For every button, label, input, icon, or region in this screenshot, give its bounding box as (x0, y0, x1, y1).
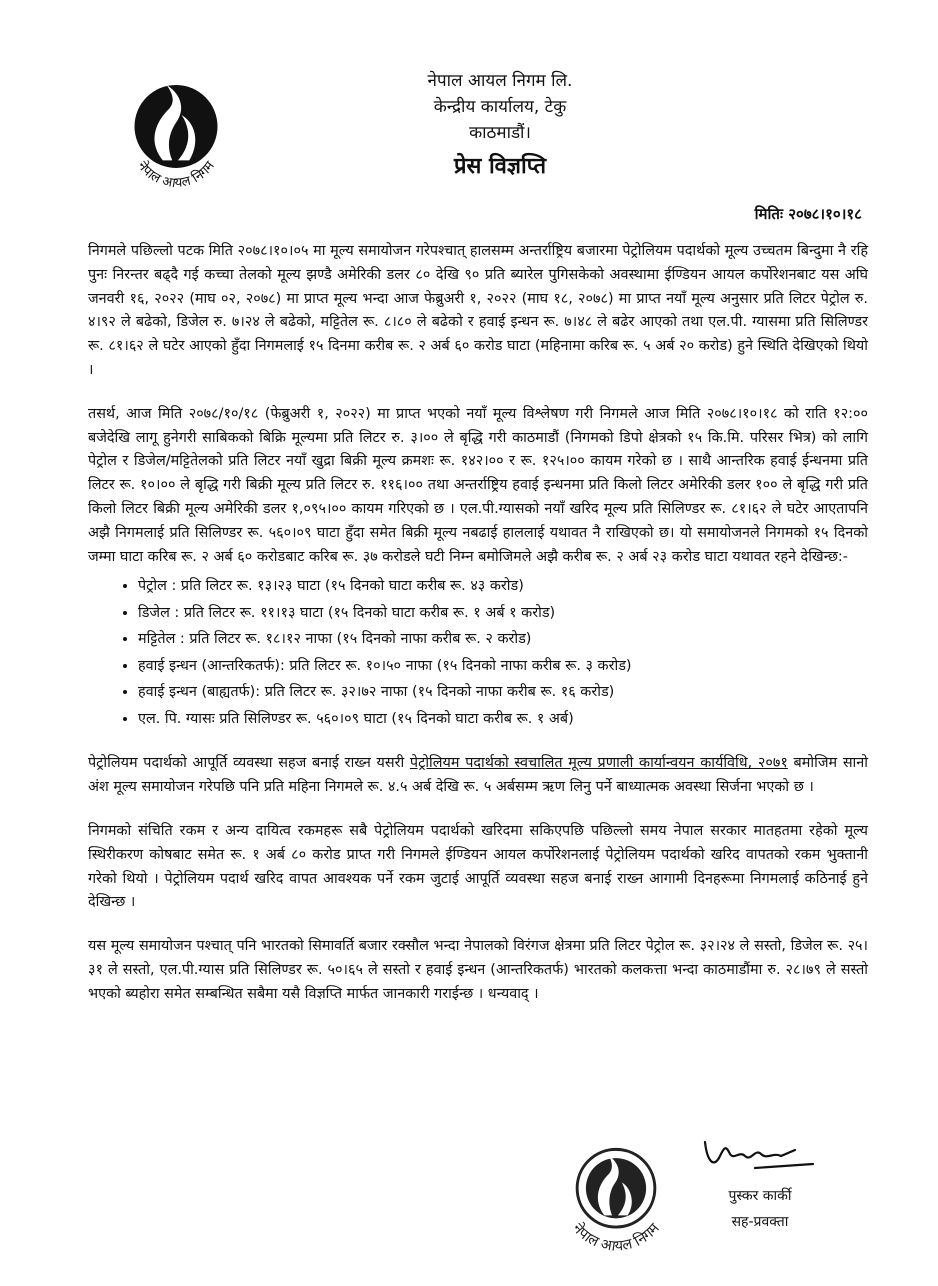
list-item: • एल. पि. ग्यासः प्रति सिलिण्डर रू. ५६०।०९ घाटा (१५ दिनको घाटा करीब रू. १ अर्ब) (138, 706, 868, 733)
logo-arc-text: नेपाल आयल निगम (134, 158, 218, 192)
list-item: • हवाई इन्धन (बाह्यतर्फ): प्रति लिटर रू. ३२।७२ नाफा (१५ दिनको नाफा करीब रू. १६ करोड) (138, 679, 868, 706)
paragraph-1: निगमले पछिल्लो पटक मिति २०७८।१०।०५ मा मूल्य समायोजन गरेपश्चात् हालसम्म अन्तर्राष्ट्रिय बजारमा पेट्रोलियम पदार्थको मूल्य उच्चतम बिन्दुमा नै रहि पुनः निरन्तर बढ्दै गई कच्चा तेलको मूल्य झण्डै अमेरिकी डलर ८० देखि ९० प्रति ब्यारेल पुगिसकेको अवस्थामा ईण्डियन आयल कर्पोरेशनबाट यस अघि जनवरी १६, २०२२ (माघ ०२, २०७८) मा प्राप्त मूल्य भन्दा आज फेब्रुअरी १, २०२२ (माघ १८, २०७८) मा प्राप्त नयाँ मूल्य अनुसार प्रति लिटर पेट्रोल रु. ४।९२ ले बढेको, डिजेल रु. ७।२४ ले बढेको, मट्टितेल रू. ८।८० ले बढेको र हवाई इन्धन रू. ७।४८ ले बढेर आएको तथा एल.पी. ग्यासमा प्रति सिलिण्डर रू. ८१।६२ ले घटेर आएको हुँदा निगमलाई १५ दिनमा करीब रू. २ अर्ब ६० करोड घाटा (महिनामा करिब रू. ५ अर्ब २० करोड) हुने स्थिति देखिएको थियो । (88, 243, 868, 378)
paragraph-4: निगमको संचिति रकम र अन्य दायित्व रकमहरू सबै पेट्रोलियम पदार्थको खरिदमा सकिएपछि पछिल्लो समय नेपाल सरकार मातहतमा रहेको मूल्य स्थिरीकरण कोषबाट समेत रू. १ अर्ब ८० करोड प्राप्त गरी निगमले ईण्डियन आयल कर्पोरेशनलाई पेट्रोलियम पदार्थको खरिद वापतको रकम भुक्तानी गरेको थियो । पेट्रोलियम पदार्थ खरिद वापत आवश्यक पर्ने रकम जुटाई आपूर्ति व्यवस्था सहज बनाई राख्न आगामी दिनहरूमा निगमलाई कठिनाई हुने देखिन्छ । (88, 822, 868, 911)
list-item: • पेट्रोल : प्रति लिटर रू. १३।२३ घाटा (१५ दिनको घाटा करीब रू. ४३ करोड) (138, 573, 868, 600)
paragraph-3 (88, 752, 868, 800)
list-item: • हवाई इन्धन (आन्तरिकतर्फ): प्रति लिटर रू. १०।५० नाफा (१५ दिनको नाफा करीब रू. ३ करोड) (138, 653, 868, 680)
paragraph-3-lead: पेट्रोलियम पदार्थको आपूर्ति व्यवस्था सहज बनाई राख्न यसरी (88, 755, 410, 772)
release-date: मितिः २०७८।१०।१८ (754, 205, 862, 223)
procedure-title: पेट्रोलियम पदार्थको स्वचालित मूल्य प्रणाली कार्यान्वयन कार्यविधि, २०७१ (409, 755, 788, 772)
page-title: प्रेस विज्ञप्ति (453, 154, 547, 179)
list-item: • डिजेल : प्रति लिटर रू. ११।१३ घाटा (१५ दिनको घाटा करीब रू. १ अर्ब १ करोड) (138, 600, 868, 627)
signatory-role: सह-प्रवक्ता (731, 1214, 789, 1230)
letterhead (300, 68, 700, 184)
loss-profit-list (88, 573, 868, 732)
list-item: • मट्टितेल : प्रति लिटर रू. १८।१२ नाफा (१५ दिनको नाफा करीब रू. २ करोड) (138, 626, 868, 653)
paragraph-2: तसर्थ, आज मिति २०७८/१०/१८ (फेब्रुअरी १, २०२२) मा प्राप्त भएको नयाँ मूल्य विश्लेषण गरी निगमले आज मिति २०७८।१०।१८ को राति १२:०० बजेदेखि लागू हुनेगरी साबिकको बिक्रि मूल्यमा प्रति लिटर रु. ३।०० ले बृद्धि गरी काठमाडौं (निगमको डिपो क्षेत्रको १५ कि.मि. परिसर भित्र) को लागि पेट्रोल र डिजेल/मट्टितेलको प्रति लिटर नयाँ खुद्रा बिक्री मूल्य क्रमशः रू. १४२।०० र रू. १२५।०० कायम गरेको छ । साथै आन्तरिक हवाई ईन्धनमा प्रति लिटर रू. १०।०० ले बृद्धि गरी बिक्री मूल्य प्रति लिटर रु. ११६।०० तथा अन्तर्राष्ट्रिय हवाई इन्धनमा प्रति किलो लिटर अमेरिकी डलर १०० ले बृद्धि गरी प्रति किलो लिटर बिक्री मूल्य अमेरिकी डलर १,०९५।०० कायम गरिएको छ । एल.पी.ग्यासको नयाँ खरिद मूल्य प्रति सिलिण्डर रू. ८१।६२ ले घटेर आएतापनि अझै निगमलाई प्रति सिलिण्डर रू. ५६०।०९ घाटा हुँदा समेत बिक्री मूल्य नबढाई हाललाई यथावत नै राखिएको छ। यो समायोजनले निगमको १५ दिनको जम्मा घाटा करिब रू. २ अर्ब ६० करोडबाट करिब रू. ३७ करोडले घटी निम्न बमोजिमले अझै करीब रू. २ अर्ब २३ करोड घाटा यथावत रहने देखिन्छ:- (88, 405, 868, 565)
signatory-name: पुस्कर कार्की (728, 1188, 792, 1204)
city-name: काठमाडौं। (469, 123, 531, 143)
noc-official-stamp-icon (548, 1128, 684, 1264)
release-body (88, 240, 868, 1027)
signature-block (690, 1130, 830, 1232)
noc-flame-logo-icon (110, 68, 242, 200)
stamp-arc-text: नेपाल आयल निगम (569, 1219, 663, 1255)
org-name: नेपाल आयल निगम लि. (427, 71, 573, 91)
office-name: केन्द्रीय कार्यालय, टेकु (433, 97, 567, 117)
handwritten-signature-icon (695, 1130, 825, 1180)
paragraph-5: यस मूल्य समायोजन पश्चात् पनि भारतको सिमावर्ति बजार रक्सौल भन्दा नेपालको विरंगज क्षेत्रमा प्रति लिटर पेट्रोल रू. ३२।२४ ले सस्तो, डिजेल रू. २५।३१ ले सस्तो, एल.पी.ग्यास प्रति सिलिण्डर रू. ५०।६५ ले सस्तो र हवाई इन्धन (आन्तरिकतर्फ) भारतको कलकत्ता भन्दा काठमाडौंमा रु. २८।७९ ले सस्तो भएको ब्यहोरा समेत सम्बन्धित सबैमा यसै विज्ञप्ति मार्फत जानकारी गराईन्छ । धन्यवाद् । (88, 938, 868, 1002)
paragraph-3-tail: बमोजिम सानो अंश मूल्य समायोजन गरेपछि पनि प्रति महिना निगमले रू. ४.५ अर्ब देखि रू. ५ अर्बसम्म ऋण लिनु पर्ने बाध्यात्मक अवस्था सिर्जना भएको छ । (88, 755, 868, 796)
